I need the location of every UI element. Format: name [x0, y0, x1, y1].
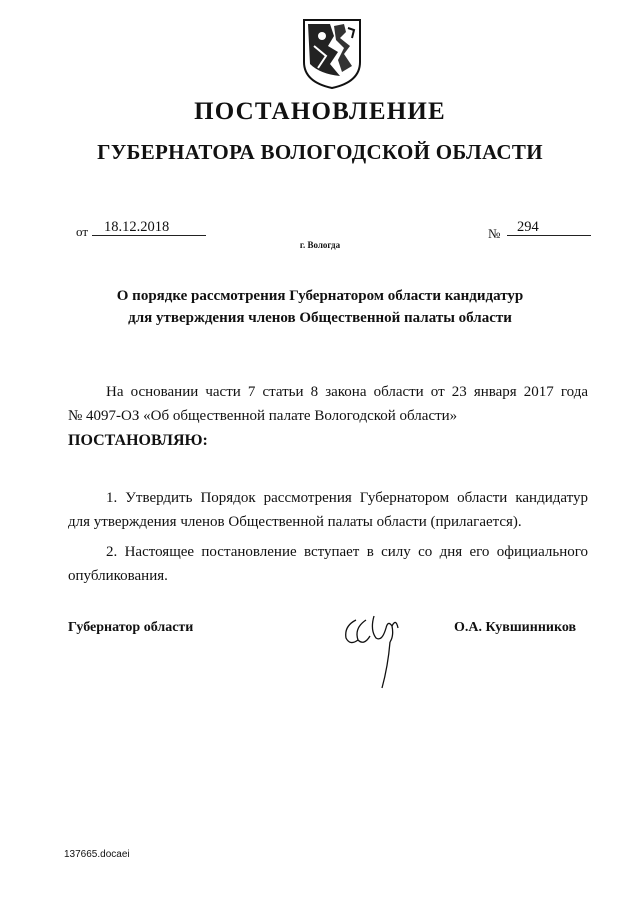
file-name: 137665.docaei: [64, 849, 130, 860]
item-2-line-2: опубликования.: [68, 568, 168, 584]
decree-word: ПОСТАНОВЛЯЮ:: [68, 432, 208, 449]
signatory-name: О.А. Кувшинников: [454, 620, 577, 635]
item-1-line-2: для утверждения членов Общественной палаты области (прилагается).: [68, 514, 522, 530]
coat-of-arms-icon: [300, 16, 364, 90]
item-1-line-1: 1. Утвердить Порядок рассмотрения Губернатором области кандидатур: [106, 490, 588, 506]
document-heading: [0, 285, 640, 329]
document-title: ПОСТАНОВЛЕНИЕ: [194, 98, 446, 125]
signatory-position: Губернатор области: [68, 620, 194, 635]
handwritten-signature: [336, 606, 416, 690]
heading-line-1: О порядке рассмотрения Губернатором области кандидатур: [116, 288, 524, 304]
document-subtitle: ГУБЕРНАТОРА ВОЛОГОДСКОЙ ОБЛАСТИ: [97, 140, 543, 164]
number-prefix: №: [488, 226, 501, 241]
preamble-line-1: На основании части 7 статьи 8 закона области от 23 января 2017 года: [106, 384, 588, 400]
document-city: г. Вологда: [299, 240, 341, 250]
item-2-line-1: 2. Настоящее постановление вступает в силу со дня его официального: [106, 544, 588, 560]
preamble-line-2: № 4097-ОЗ «Об общественной палате Вологодской области»: [68, 408, 458, 424]
date-prefix: от: [76, 224, 89, 239]
heading-line-2: для утверждения членов Общественной палаты области: [128, 310, 512, 326]
document-date: 18.12.2018: [92, 220, 206, 236]
document-number: 294: [507, 220, 591, 236]
